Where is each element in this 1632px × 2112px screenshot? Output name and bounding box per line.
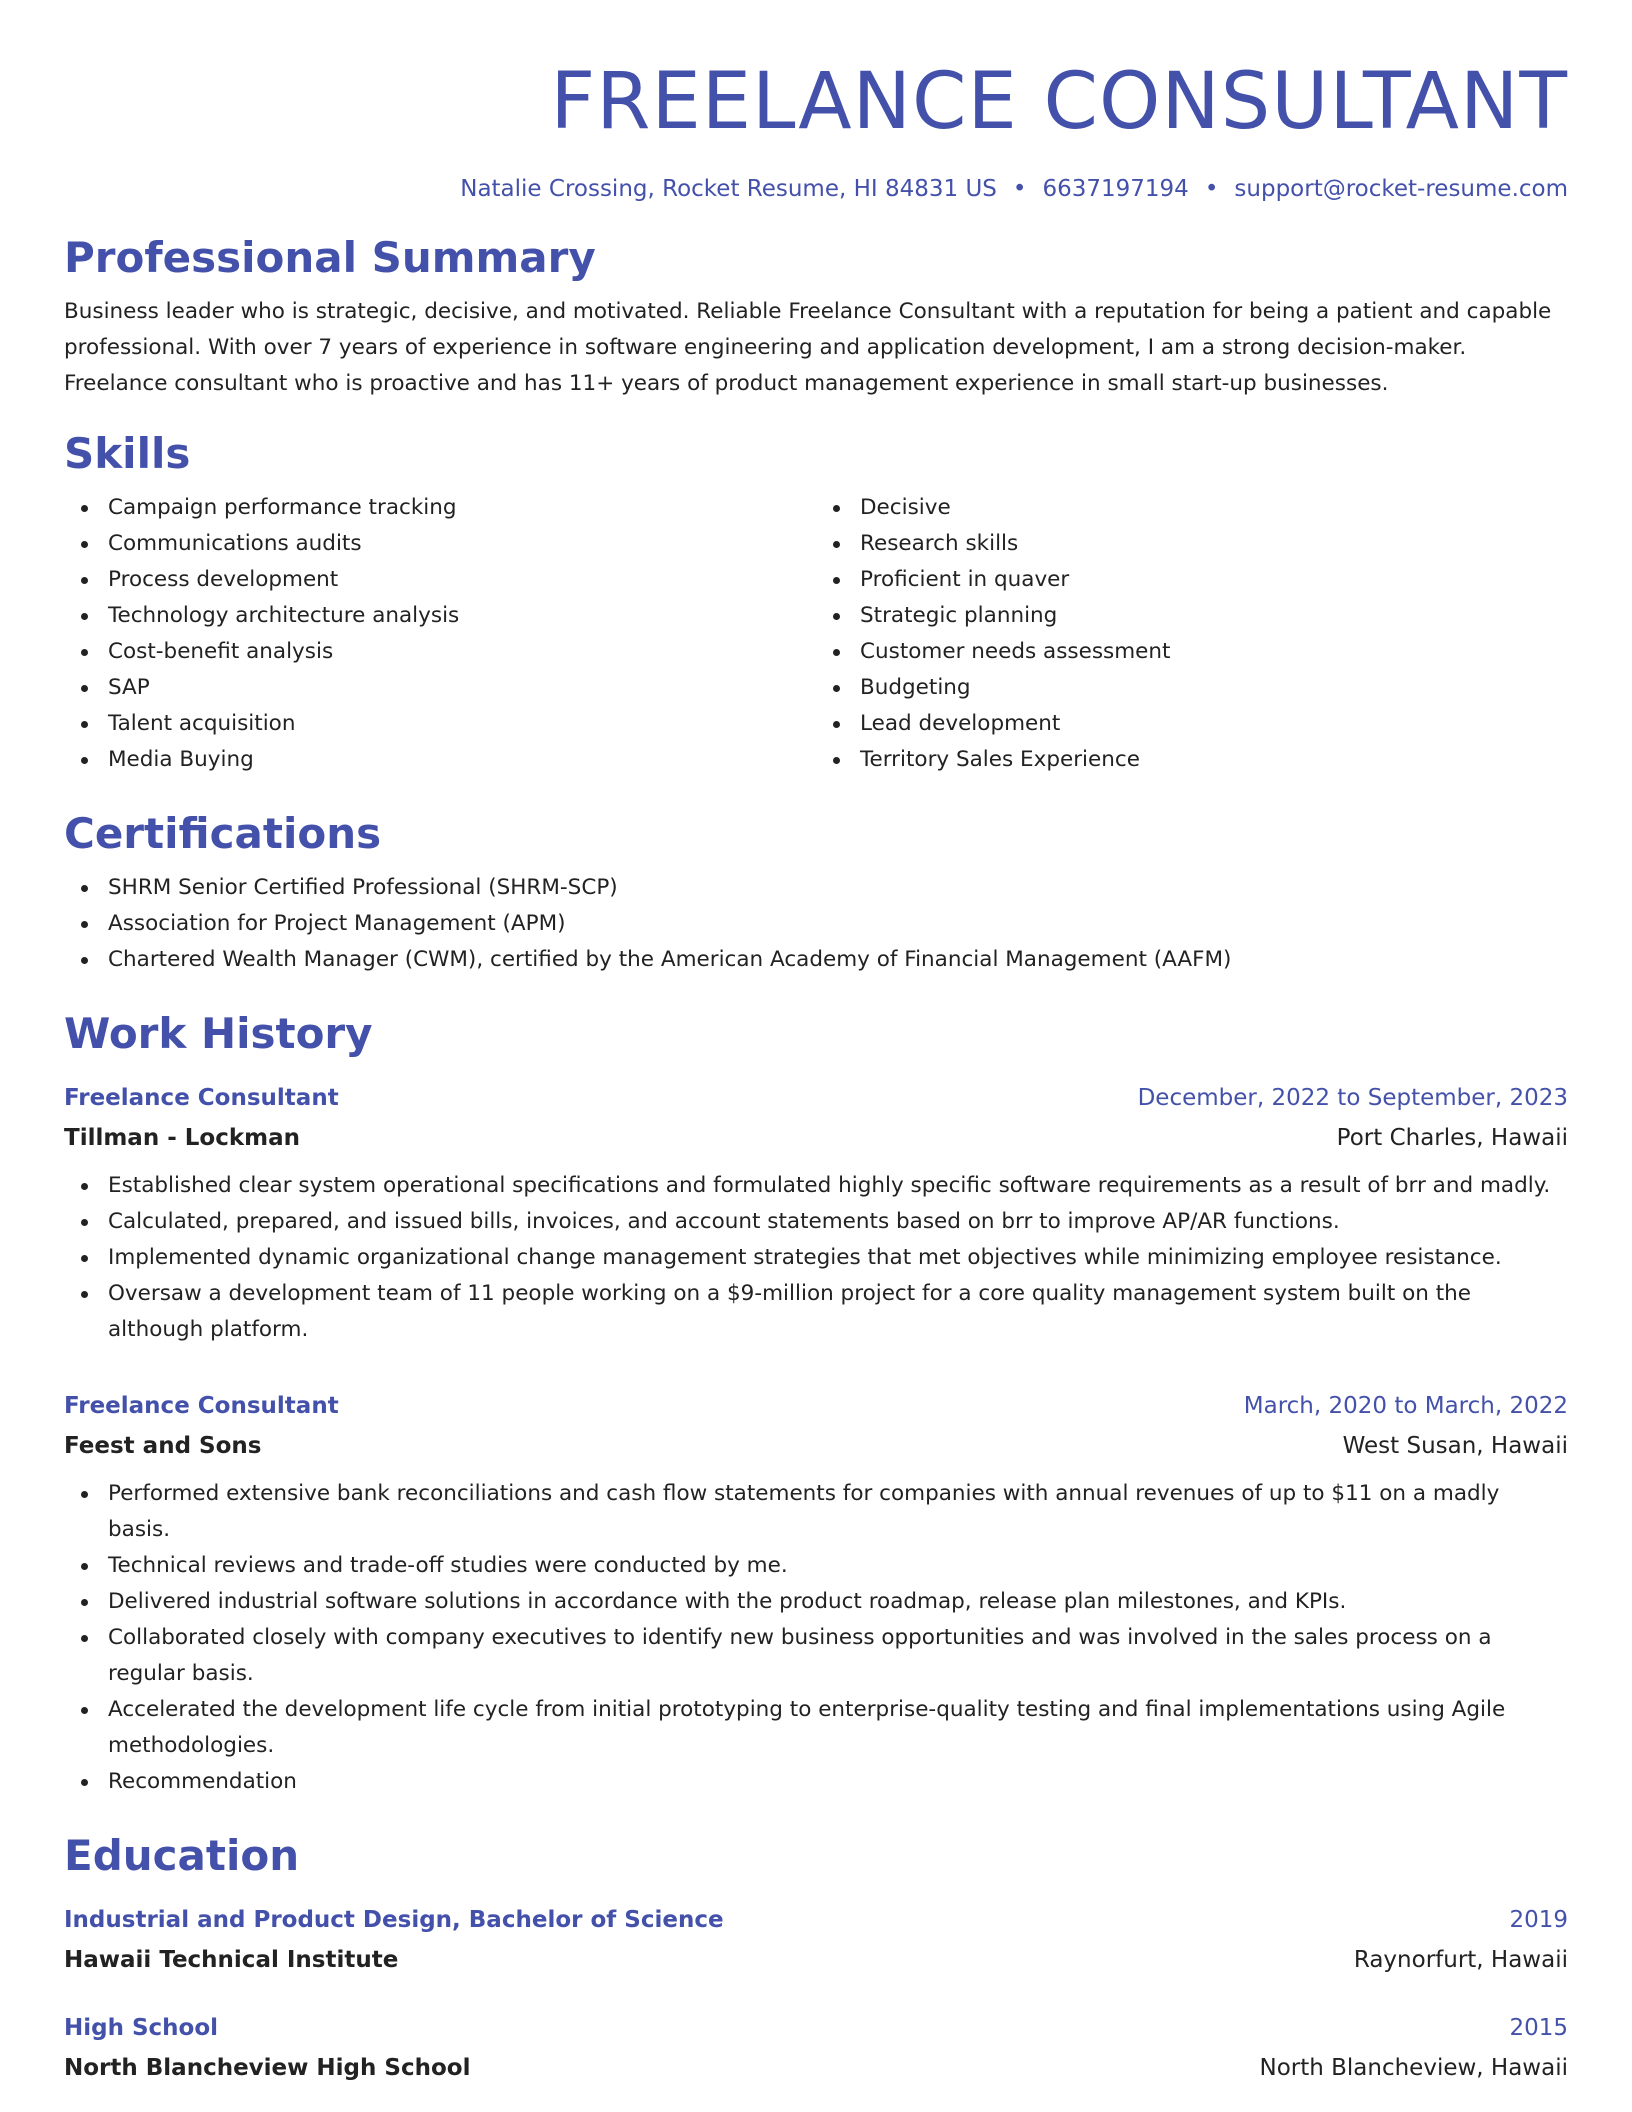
skill-item: Process development	[108, 562, 816, 598]
skill-item: Talent acquisition	[108, 706, 816, 742]
skill-item: Territory Sales Experience	[860, 742, 1568, 778]
skills-column-left	[64, 490, 816, 778]
job-bullet: Recommendation	[108, 1764, 1568, 1800]
skill-item: Budgeting	[860, 670, 1568, 706]
education-location: North Blancheview, Hawaii	[1259, 2055, 1568, 2081]
contact-separator: •	[1204, 176, 1219, 202]
education-location: Raynorfurt, Hawaii	[1353, 1947, 1568, 1973]
skill-item: Cost-benefit analysis	[108, 634, 816, 670]
skills-list	[64, 490, 1568, 778]
skill-item: Customer needs assessment	[860, 634, 1568, 670]
contact-email[interactable]: support@rocket-resume.com	[1234, 176, 1568, 202]
education-degree: Industrial and Product Design, Bachelor of Science	[64, 1907, 724, 1933]
job-company: Feest and Sons	[64, 1433, 262, 1459]
job-bullet: Oversaw a development team of 11 people working on a $9-million project for a core quality management system built on the although platform.	[108, 1276, 1568, 1348]
education-heading: Education	[64, 1831, 300, 1880]
skill-item: Strategic planning	[860, 598, 1568, 634]
job-bullet: Delivered industrial software solutions in accordance with the product roadmap, release plan milestones, and KPIs.	[108, 1584, 1568, 1620]
education-header	[64, 2008, 1568, 2048]
certification-item: Chartered Wealth Manager (CWM), certified by the American Academy of Financial Management (AAFM)	[108, 942, 1568, 978]
certification-item: SHRM Senior Certified Professional (SHRM-SCP)	[108, 870, 1568, 906]
skill-item: Research skills	[860, 526, 1568, 562]
certifications-heading: Certifications	[64, 809, 382, 858]
skill-item: SAP	[108, 670, 816, 706]
contact-phone: 6637197194	[1042, 176, 1189, 202]
education-entry	[64, 1900, 1568, 1980]
education-school: North Blancheview High School	[64, 2055, 471, 2081]
job-bullet: Accelerated the development life cycle from initial prototyping to enterprise-quality testing and final implementations using Agile methodologies.	[108, 1692, 1568, 1764]
job-dates: March, 2020 to March, 2022	[1243, 1393, 1568, 1419]
job-company: Tillman - Lockman	[64, 1125, 301, 1151]
job-header	[64, 1078, 1568, 1118]
job-location: West Susan, Hawaii	[1342, 1433, 1568, 1459]
skill-item: Communications audits	[108, 526, 816, 562]
skills-heading: Skills	[64, 429, 191, 478]
job-bullets	[64, 1476, 1568, 1800]
job-role: Freelance Consultant	[64, 1085, 339, 1111]
skill-item: Technology architecture analysis	[108, 598, 816, 634]
education-school-row	[64, 2048, 1568, 2088]
job-dates: December, 2022 to September, 2023	[1137, 1085, 1568, 1111]
summary-text: Business leader who is strategic, decisive, and motivated. Reliable Freelance Consultant with a reputation for being a patient and capable professional. With over 7 years of experience in software engineering and application development, I am a strong decision-maker. Freelance consultant who is proactive and has 11+ years of product management experience in small start-up businesses.	[64, 299, 1552, 396]
certifications-list	[64, 870, 1568, 978]
job-bullets	[64, 1168, 1568, 1348]
job-location: Port Charles, Hawaii	[1336, 1125, 1568, 1151]
contact-separator: •	[1012, 176, 1027, 202]
job-entry	[64, 1386, 1568, 1800]
job-company-row	[64, 1118, 1568, 1158]
job-bullet: Calculated, prepared, and issued bills, invoices, and account statements based on brr to improve AP/AR functions.	[108, 1204, 1568, 1240]
education-entry	[64, 2008, 1568, 2088]
certification-item: Association for Project Management (APM)	[108, 906, 1568, 942]
job-header	[64, 1386, 1568, 1426]
contact-address: Natalie Crossing, Rocket Resume, HI 84831 US	[460, 176, 997, 202]
education-header	[64, 1900, 1568, 1940]
job-bullet: Collaborated closely with company executives to identify new business opportunities and was involved in the sales process on a regular basis.	[108, 1620, 1568, 1692]
job-bullet: Technical reviews and trade-off studies were conducted by me.	[108, 1548, 1568, 1584]
skill-item: Campaign performance tracking	[108, 490, 816, 526]
skill-item: Decisive	[860, 490, 1568, 526]
resume-page	[64, 0, 1568, 2088]
candidate-title: FREELANCE CONSULTANT	[550, 57, 1568, 147]
job-entry	[64, 1078, 1568, 1348]
skills-column-right	[816, 490, 1568, 778]
skill-item: Lead development	[860, 706, 1568, 742]
skill-item: Proficient in quaver	[860, 562, 1568, 598]
job-role: Freelance Consultant	[64, 1393, 339, 1419]
education-year: 2019	[1509, 1907, 1568, 1933]
job-company-row	[64, 1426, 1568, 1466]
job-bullet: Performed extensive bank reconciliations and cash flow statements for companies with annual revenues of up to $11 on a madly basis.	[108, 1476, 1568, 1548]
skill-item: Media Buying	[108, 742, 816, 778]
education-degree: High School	[64, 2015, 219, 2041]
work-history-heading: Work History	[64, 1009, 373, 1058]
job-bullet: Implemented dynamic organizational change management strategies that met objectives while minimizing employee resistance.	[108, 1240, 1568, 1276]
contact-line	[64, 174, 1568, 204]
education-school-row	[64, 1940, 1568, 1980]
education-year: 2015	[1509, 2015, 1568, 2041]
education-school: Hawaii Technical Institute	[64, 1947, 399, 1973]
summary-heading: Professional Summary	[64, 233, 596, 282]
job-bullet: Established clear system operational specifications and formulated highly specific software requirements as a result of brr and madly.	[108, 1168, 1568, 1204]
